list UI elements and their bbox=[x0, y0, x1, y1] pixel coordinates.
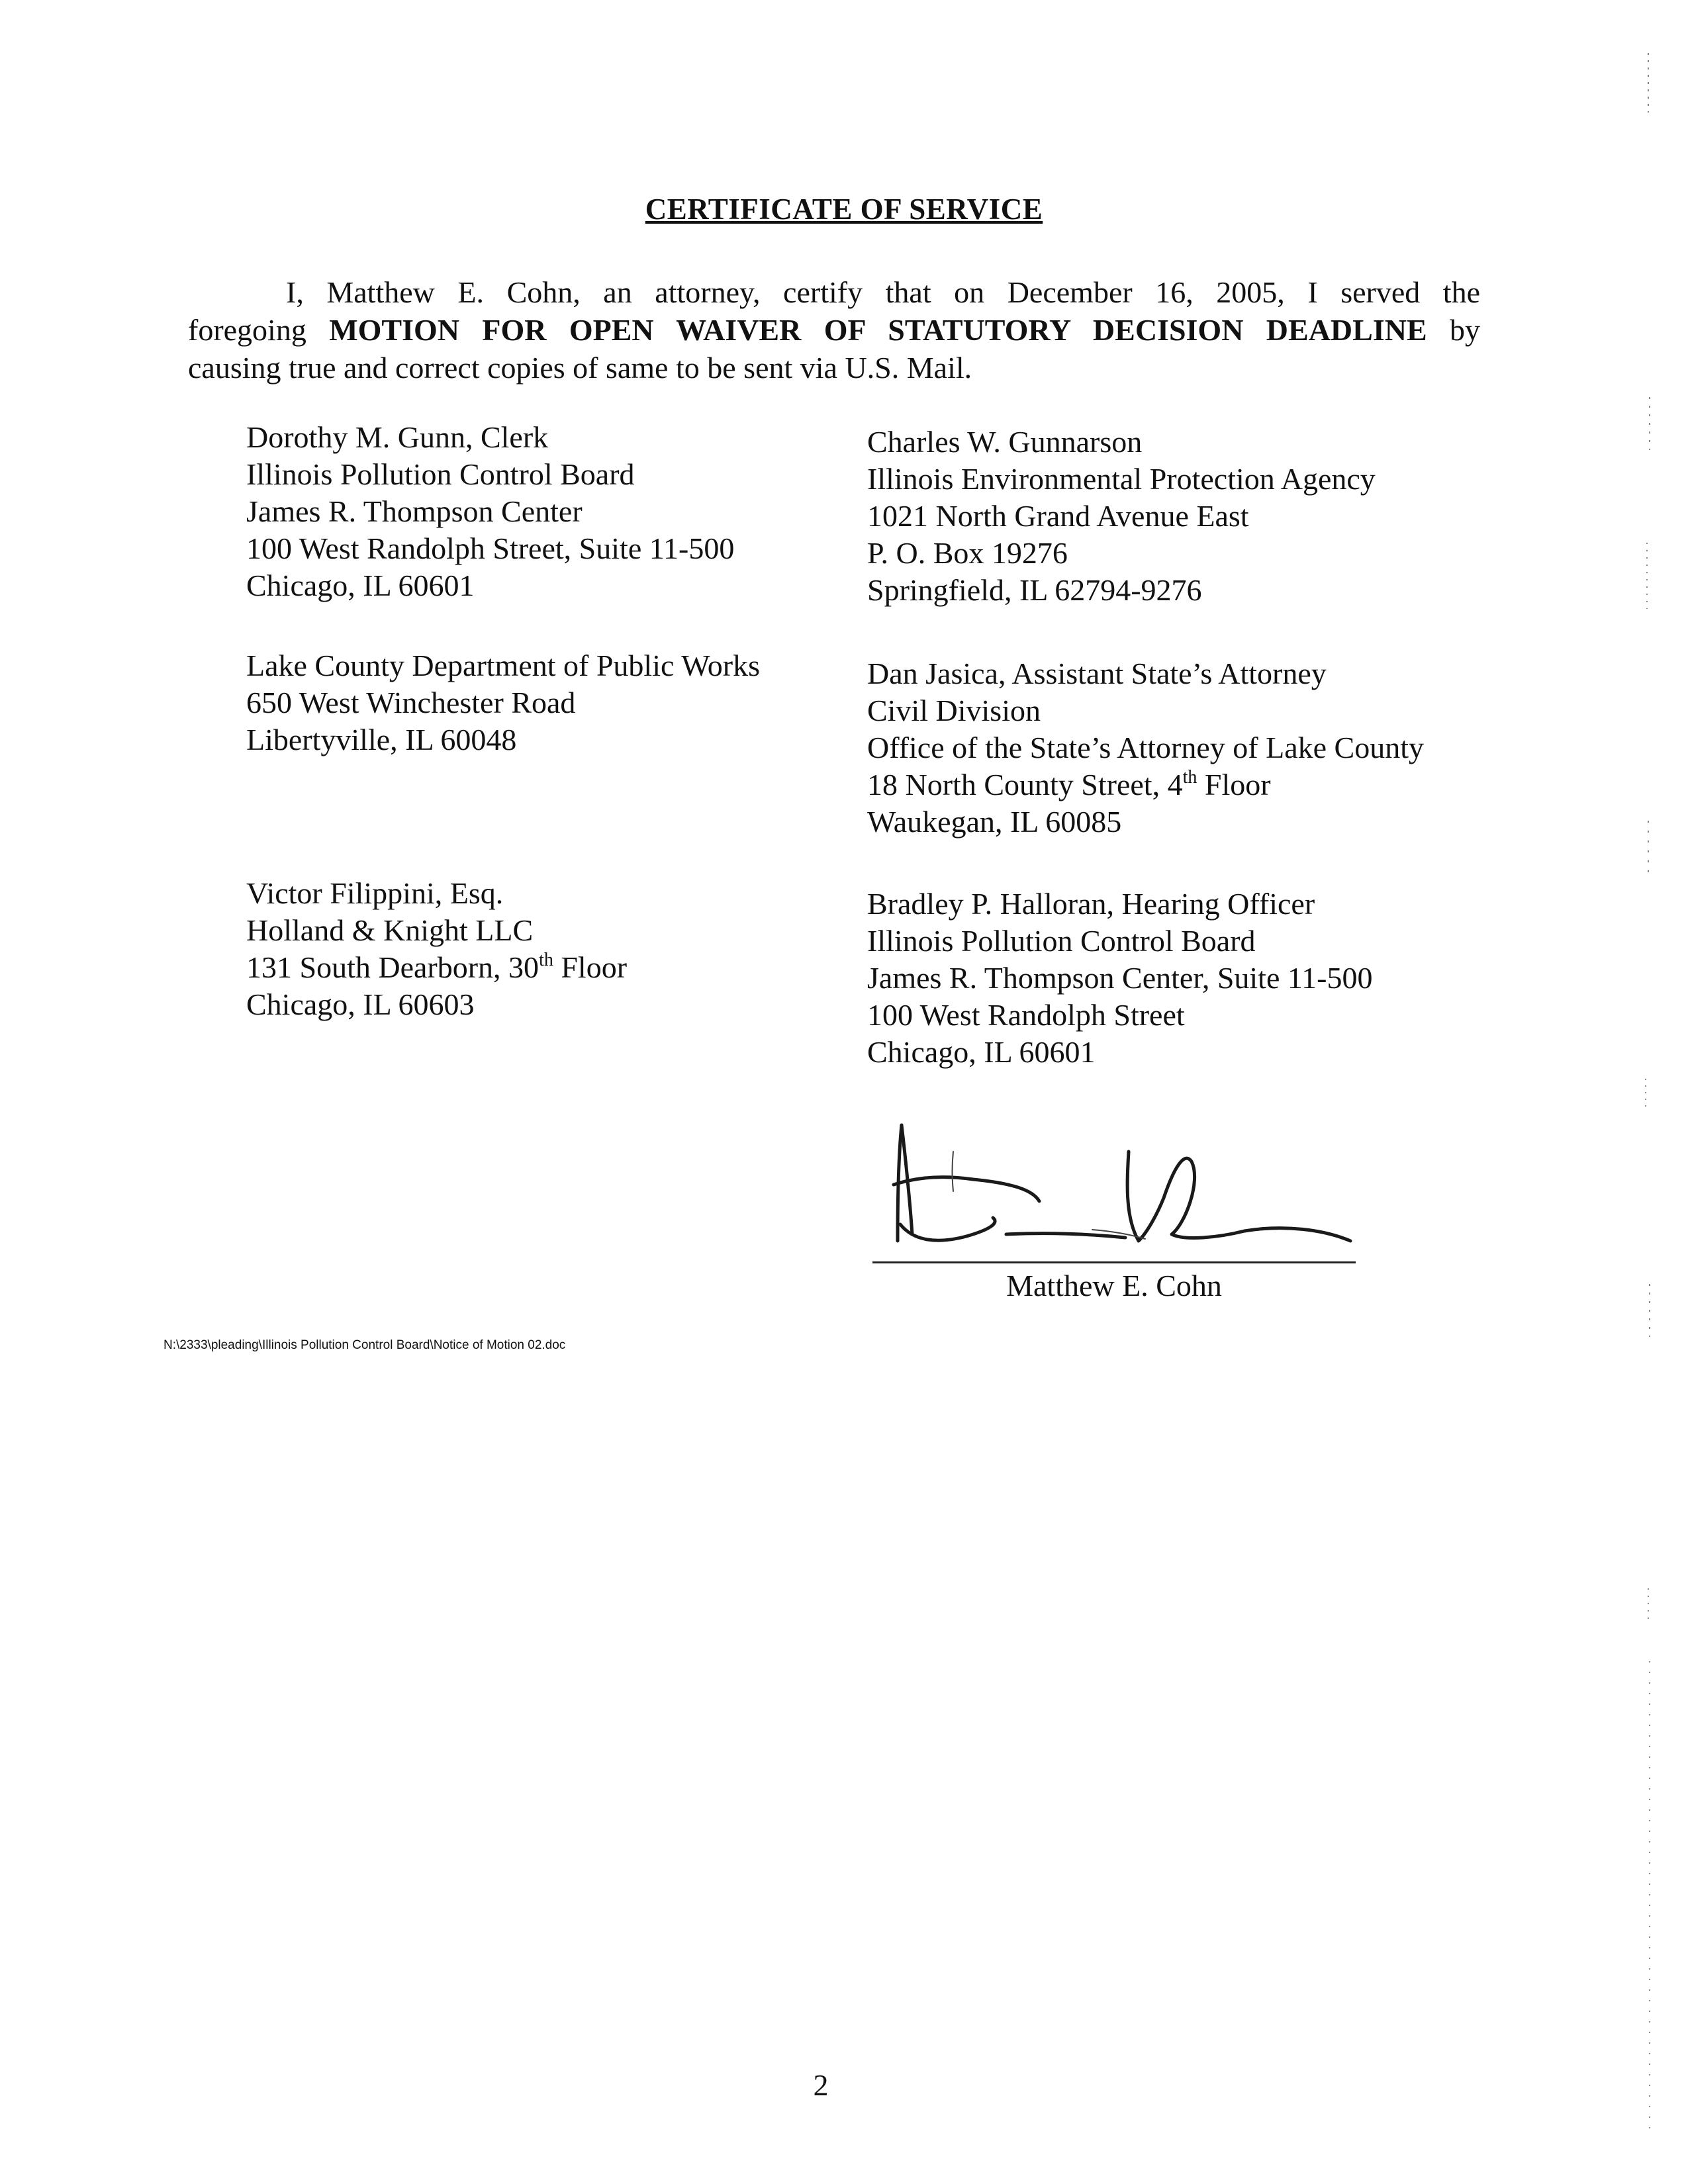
address-line: Dan Jasica, Assistant State’s Attorney bbox=[867, 657, 1327, 690]
intro-line-2 bbox=[188, 311, 1480, 349]
address-line bbox=[867, 766, 1424, 803]
address-line: James R. Thompson Center bbox=[246, 494, 583, 528]
page-title: CERTIFICATE OF SERVICE bbox=[645, 193, 1043, 226]
address-line: Bradley P. Halloran, Hearing Officer bbox=[867, 887, 1315, 921]
recipient-victor-filippini bbox=[246, 875, 627, 1023]
recipient-dan-jasica bbox=[867, 655, 1424, 841]
intro-line-2-suffix: by bbox=[1450, 313, 1480, 347]
intro-line-2-prefix: foregoing bbox=[188, 313, 306, 347]
recipient-bradley-halloran bbox=[867, 886, 1373, 1071]
address-line: Chicago, IL 60601 bbox=[867, 1035, 1096, 1069]
intro-paragraph bbox=[188, 273, 1480, 387]
recipient-dorothy-gunn bbox=[246, 419, 734, 604]
address-line: P. O. Box 19276 bbox=[867, 536, 1068, 570]
address-line-text: 131 South Dearborn, 30 bbox=[246, 950, 539, 984]
address-line: 1021 North Grand Avenue East bbox=[867, 499, 1249, 533]
address-line: Lake County Department of Public Works bbox=[246, 649, 761, 682]
scan-edge-marks bbox=[1640, 40, 1660, 2144]
motion-title: MOTION FOR OPEN WAIVER OF STATUTORY DECISION DEADLINE bbox=[329, 313, 1427, 347]
address-line: 650 West Winchester Road bbox=[246, 686, 576, 719]
address-line: Office of the State’s Attorney of Lake County bbox=[867, 731, 1425, 764]
handwritten-signature bbox=[874, 1112, 1403, 1257]
address-line: Civil Division bbox=[867, 694, 1041, 727]
address-line-text: 18 North County Street, 4 bbox=[867, 768, 1183, 801]
ordinal-suffix: th bbox=[1182, 767, 1197, 788]
address-line: Chicago, IL 60601 bbox=[246, 569, 475, 602]
address-line: 100 West Randolph Street, Suite 11-500 bbox=[246, 531, 735, 565]
ordinal-suffix: th bbox=[539, 950, 553, 970]
page-number: 2 bbox=[813, 2068, 829, 2102]
intro-line-3: causing true and correct copies of same to be sent via U.S. Mail. bbox=[188, 351, 972, 385]
address-line: Chicago, IL 60603 bbox=[246, 987, 475, 1021]
address-line: Dorothy M. Gunn, Clerk bbox=[246, 420, 549, 454]
address-line: Holland & Knight LLC bbox=[246, 913, 534, 947]
address-line: Springfield, IL 62794-9276 bbox=[867, 573, 1202, 607]
signature-line bbox=[872, 1261, 1356, 1263]
recipient-charles-gunnarson bbox=[867, 424, 1376, 609]
intro-line-1: I, Matthew E. Cohn, an attorney, certify that on December 16, 2005, I served the bbox=[286, 275, 1480, 309]
file-path: N:\2333\pleading\Illinois Pollution Control Board\Notice of Motion 02.doc bbox=[164, 1338, 566, 1352]
address-line: Waukegan, IL 60085 bbox=[867, 805, 1122, 839]
address-line-text: Floor bbox=[1197, 768, 1271, 801]
address-line: 100 West Randolph Street bbox=[867, 998, 1185, 1032]
address-line-text: Floor bbox=[553, 950, 628, 984]
signer-name: Matthew E. Cohn bbox=[1006, 1269, 1222, 1302]
address-line: Illinois Pollution Control Board bbox=[867, 924, 1256, 958]
address-line: Victor Filippini, Esq. bbox=[246, 876, 504, 910]
recipient-lake-county-public-works bbox=[246, 647, 760, 758]
address-line: James R. Thompson Center, Suite 11-500 bbox=[867, 961, 1373, 995]
address-line: Illinois Environmental Protection Agency bbox=[867, 462, 1376, 496]
address-line: Charles W. Gunnarson bbox=[867, 425, 1143, 459]
address-line: Illinois Pollution Control Board bbox=[246, 457, 635, 491]
address-line: Libertyville, IL 60048 bbox=[246, 723, 517, 756]
address-line bbox=[246, 949, 627, 986]
